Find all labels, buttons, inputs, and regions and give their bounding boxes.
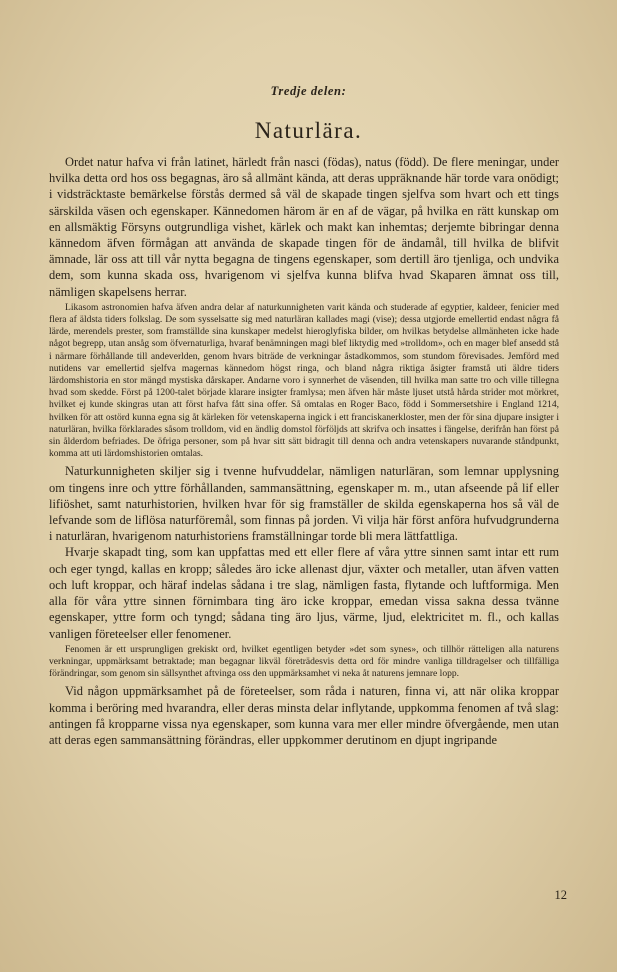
footnote-history: Likasom astronomien hafva äfven andra delar af naturkunnigheten varit kända och studerade af egyptier, kaldeer, fenicier med flera af äldsta tiders folkslag. De som sysselsatte sig med naturläran kallades magi (vise); dessa utgjorde emellertid endast några få lärde, merendels prester, som framställde sina kunskaper medelst hieroglyfiska bilder, om hvilkas betydelse allmänheten icke hade något begrepp, utan ansåg som öfvernaturliga, hvaraf benämningen magi blef liktydig med »trolldom», och en mager blef ansedd stå i närmare förhållande till andeverlden, genom hvars biträde de verkningar åstadkommos, som stundom förevisades. Jemförd med nutidens var emellertid sjelfva magernas kännedom högst ringa, och bland några riktiga åsigter framstå uti äldre tiders lärdomshistoria en stor mängd mystiska dårskaper. Andarne voro i synnerhet de väsenden, till hvilka man satte tro och ville tillegna hvad som skedde. Först på 1200-talet började klarare insigter framlysa; men äfven här måste ljuset utstå hårda strider mot mörkret, hvilket ej kunde skingras utan att först hafva fått sina offer. Så omtalas en Roger Baco, född i Sommersetshire i England 1214, hvilken för att ostörd kunna egna sig åt kärleken för vetenskaperna ingick i ett franciskanerkloster, men der för sina djupare insigter i naturläran, hvilka förklarades såsom trolldom, vid en ändlig domstol förföljds att skrifva och insattes i fängelse, derifrån han först på sin ålderdom befriades. De öfriga personer, som på hvar sitt sätt bidragit till denna och andra vetenskapers nuvarande ståndpunkt, komma att uti lärdomshistorien omtalas. xyxy=(49,301,559,460)
chapter-title: Naturlära. xyxy=(254,118,363,143)
page-number: 12 xyxy=(554,888,567,902)
paragraph-divisions: Naturkunnigheten skiljer sig i tvenne hufvuddelar, nämligen naturläran, som lemnar upplysning om tingens inre och yttre förhållanden, sammansättning, egenskaper m. m., utan afseende på lif eller lifiöshet, samt naturhistorien, hvilken hvar för sig framställer de skilda egenskaperna hos så väl de lefvande som de liflösa naturföremål, som finnas på jorden. Vi vilja här först anföra hufvudgrunderna i naturläran, hvarigenom naturhistoriens framställningar torde bli mera lättfattliga. xyxy=(49,464,559,544)
paragraph-intro: Ordet natur hafva vi från latinet, härledt från nasci (födas), natus (född). De flere meningar, under hvilka detta ord hos oss begagnas, äro så allmänt kända, att deras uppräknande här torde vara onödigt; i vidsträcktaste bemärkelse förstås dermed så väl de skapade tingen sjelfva som hvart och ett tings särskilda väsen och egenskaper. Kännedomen härom är en af de vägar, på hvilka en rätt kunskap om en allsmäktig Försyns outgrundliga vishet, kärlek och makt kan inhemtas; derjemte bibringar denna kännedom äfven förmågan att använda de skapade tingen för de ändamål, till hvilka de blifvit ämnade, lär oss att till vår nytta begagna de tingens egenskaper, som dertill äro tjenliga, och undvika dem, som kunna skada oss, hvarigenom vi sjelfva kunna blifva hvad Skaparen ämnat oss till, nämligen skapelsens herrar. xyxy=(49,155,559,299)
paragraph-contact: Vid någon uppmärksamhet på de företeelser, som råda i naturen, finna vi, att när olika kroppar komma i beröring med hvarandra, eller deras minsta delar inflytande, uppkomma fenomen af två slag: antingen få kropparne vissa nya egenskaper, som kunna vara mer eller mindre öfvergående, men utan att deras egen sammansättning förändras, eller uppkommer derutinom en djupt ingripande xyxy=(49,684,559,747)
paragraph-bodies: Hvarje skapadt ting, som kan uppfattas med ett eller flere af våra yttre sinnen samt intar ett rum och eger tyngd, kallas en kropp; således äro icke allenast djur, växter och metaller, utan äfven vatten och luft kroppar, och häraf indelas sådana i tre slag, nämligen fasta, flytande och luftformiga. Men alla för våra yttre sinnen förnimbara ting äro icke kroppar, emedan vissa sakna dessa tvänne egenskaper, yttre form och tyngd; sådana ting äro ljus, värme, ljud, elektricitet m. fl., och kallas vanligen företeelser eller fenomener. xyxy=(49,545,559,641)
part-heading: Tredje delen: xyxy=(270,84,347,98)
footnote-phenomenon: Fenomen är ett ursprungligen grekiskt ord, hvilket egentligen betyder »det som synes», och tillhör rätteligen alla naturens verkningar, uppmärksamt betraktade; man begagnar likväl företrädesvis detta ord för mindre vanliga tilldragelser och tillfälliga förändringar, som genom sin sällsynthet aftvinga oss den uppmärksamhet vi neka åt naturens jemnare lopp. xyxy=(49,643,559,680)
text-body xyxy=(49,154,559,748)
